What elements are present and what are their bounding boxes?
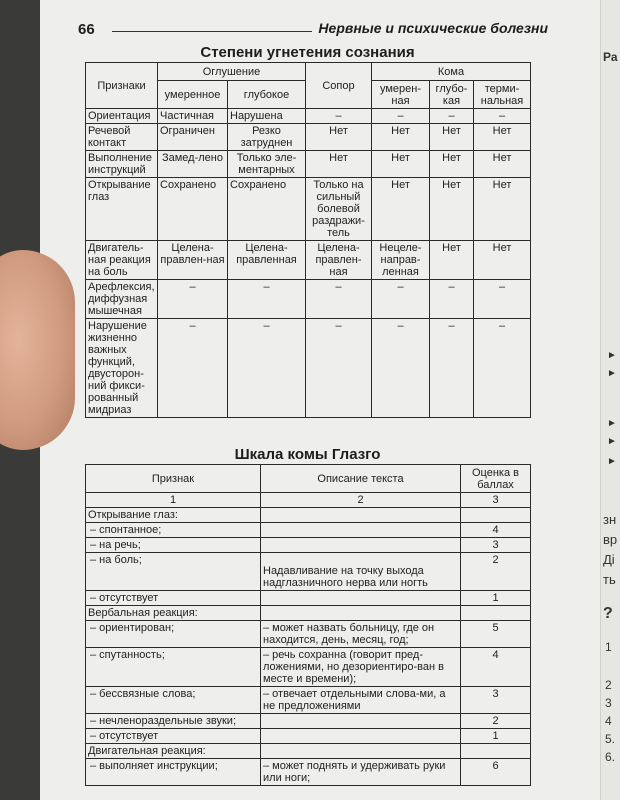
- right-page-fragment: ?: [603, 605, 613, 622]
- table-cell: Нет: [372, 151, 430, 178]
- table-cell: Нет: [474, 124, 531, 151]
- right-page-fragment: 6.: [605, 750, 616, 764]
- bullet-arrow-icon: ►: [607, 368, 617, 379]
- row-sign: Арефлексия, диффузная мышечная: [86, 280, 158, 319]
- table-cell: –: [372, 319, 430, 418]
- table-cell: Нет: [306, 124, 372, 151]
- table-cell: Замед-лено: [158, 151, 228, 178]
- table-row: [86, 124, 531, 151]
- row-sign: Речевой контакт: [86, 124, 158, 151]
- eye-item: – отсутствует: [86, 591, 261, 606]
- score: 3: [461, 687, 531, 714]
- pain-description: Надавливание на точку выхода надглазничного нерва или ногть: [261, 553, 461, 591]
- table-cell: Сохранено: [158, 178, 228, 241]
- col-header-stupor-deep: глубокое: [228, 81, 306, 109]
- table-cell: –: [430, 109, 474, 124]
- right-page-fragment: вр: [603, 532, 618, 547]
- table-row: [86, 508, 531, 523]
- table2-title: Шкала комы Глазго: [234, 446, 381, 463]
- row-sign: Нарушение жизненно важных функций, двусторон-ний фикси-рованный мидриаз: [86, 319, 158, 418]
- table-cell: –: [372, 280, 430, 319]
- table-cell: –: [306, 319, 372, 418]
- page-number: 66: [78, 21, 95, 38]
- empty-cell: [461, 744, 531, 759]
- right-page-fragment: Ді: [603, 552, 615, 567]
- table-row: [86, 151, 531, 178]
- score: 1: [461, 729, 531, 744]
- table-cell: –: [158, 319, 228, 418]
- right-page-fragment: 3: [605, 696, 612, 710]
- verbal-item: – бессвязные слова;: [86, 687, 261, 714]
- row-sign: Выполнение инструкций: [86, 151, 158, 178]
- table-row: [86, 553, 531, 591]
- empty-cell: [261, 591, 461, 606]
- table-cell: Только эле-ментарных: [228, 151, 306, 178]
- table-cell: Сохранено: [228, 178, 306, 241]
- thumb: [0, 250, 75, 450]
- table-cell: –: [430, 319, 474, 418]
- table-cell: Нет: [430, 241, 474, 280]
- table-cell: Частичная: [158, 109, 228, 124]
- table-row: [86, 648, 531, 687]
- table-row: [86, 687, 531, 714]
- table-cell: –: [474, 109, 531, 124]
- col-header-sopor: Сопор: [306, 63, 372, 109]
- empty-cell: [261, 538, 461, 553]
- row-sign: Двигатель-ная реакция на боль: [86, 241, 158, 280]
- table-row: [86, 591, 531, 606]
- right-page-fragment: Ра: [603, 50, 618, 64]
- glasgow-table: [85, 464, 531, 786]
- table-cell: Только на сильный болевой раздражи-тель: [306, 178, 372, 241]
- table-cell: –: [228, 280, 306, 319]
- score: 1: [461, 591, 531, 606]
- verbal-desc: – отвечает отдельными слова-ми, а не предложениями: [261, 687, 461, 714]
- score: 2: [461, 553, 531, 591]
- row-sign: Открывание глаз: [86, 178, 158, 241]
- col-header-sign: Признак: [86, 465, 261, 493]
- table-cell: Нет: [474, 151, 531, 178]
- table-row: [86, 241, 531, 280]
- col-number: 3: [461, 493, 531, 508]
- table-cell: Нет: [430, 124, 474, 151]
- bullet-arrow-icon: ►: [607, 350, 617, 361]
- table-cell: Нет: [306, 151, 372, 178]
- motor-desc: – может поднять и удерживать руки или ноги;: [261, 759, 461, 786]
- empty-cell: [461, 606, 531, 621]
- empty-cell: [261, 744, 461, 759]
- table-row: [86, 538, 531, 553]
- table-row: [86, 109, 531, 124]
- score: 2: [461, 714, 531, 729]
- table-cell: Резко затруднен: [228, 124, 306, 151]
- row-sign: Ориентация: [86, 109, 158, 124]
- verbal-desc: – речь сохранна (говорит пред-ложениями, но дезориентиро-ван в месте и времени);: [261, 648, 461, 687]
- running-head: Нервные и психические болезни: [312, 20, 548, 36]
- score: 4: [461, 648, 531, 687]
- table-cell: –: [306, 109, 372, 124]
- table-cell: Целена-правлен-ная: [158, 241, 228, 280]
- verbal-item: – отсутствует: [86, 729, 261, 744]
- right-page-fragment: 4: [605, 714, 612, 728]
- table-cell: Нет: [372, 124, 430, 151]
- table-cell: Нет: [474, 241, 531, 280]
- table-row: [86, 280, 531, 319]
- page-header: [78, 18, 548, 44]
- col-header-stupor-moderate: умеренное: [158, 81, 228, 109]
- table-cell: –: [474, 319, 531, 418]
- table-row: [86, 621, 531, 648]
- col-header-coma-moderate: умерен-ная: [372, 81, 430, 109]
- table-cell: Нецеле-направ-ленная: [372, 241, 430, 280]
- consciousness-table: [85, 62, 531, 418]
- table-cell: Нет: [372, 178, 430, 241]
- table-row: [86, 178, 531, 241]
- eye-item: – на боль;: [86, 553, 261, 591]
- col-header-coma-deep: глубо-кая: [430, 81, 474, 109]
- verbal-desc: – может назвать больницу, где он находится, день, месяц, год;: [261, 621, 461, 648]
- verbal-desc: [261, 729, 461, 744]
- table-row: [86, 606, 531, 621]
- table-row: [86, 714, 531, 729]
- facing-page: [600, 0, 620, 800]
- col-header-sign: Признаки: [86, 63, 158, 109]
- col-header-coma-terminal: терми-нальная: [474, 81, 531, 109]
- verbal-heading: Вербальная реакция:: [86, 606, 261, 621]
- table-cell: –: [430, 280, 474, 319]
- right-page-fragment: 2: [605, 678, 612, 692]
- col-number: 1: [86, 493, 261, 508]
- bullet-arrow-icon: ►: [607, 456, 617, 467]
- table-cell: –: [474, 280, 531, 319]
- verbal-item: – ориентирован;: [86, 621, 261, 648]
- verbal-item: – нечленораздельные звуки;: [86, 714, 261, 729]
- table-row: [86, 759, 531, 786]
- table-cell: –: [228, 319, 306, 418]
- table-row: [86, 319, 531, 418]
- table-row: [86, 729, 531, 744]
- col-number: 2: [261, 493, 461, 508]
- empty-cell: [261, 523, 461, 538]
- table-cell: Ограничен: [158, 124, 228, 151]
- table1-title: Степени угнетения сознания: [200, 44, 415, 61]
- right-page-fragment: 5.: [605, 732, 616, 746]
- table-cell: Нет: [430, 178, 474, 241]
- motor-heading: Двигательная реакция:: [86, 744, 261, 759]
- verbal-desc: [261, 714, 461, 729]
- score: 5: [461, 621, 531, 648]
- table-row: [86, 744, 531, 759]
- empty-cell: [261, 606, 461, 621]
- table-cell: –: [158, 280, 228, 319]
- col-header-description: Описание текста: [261, 465, 461, 493]
- table-cell: –: [306, 280, 372, 319]
- bullet-arrow-icon: ►: [607, 436, 617, 447]
- col-header-stupor: Оглушение: [158, 63, 306, 81]
- table-cell: Целена-правленная: [228, 241, 306, 280]
- table-cell: Целена-правлен-ная: [306, 241, 372, 280]
- right-page-fragment: 1: [605, 640, 612, 654]
- eye-heading: Открывание глаз:: [86, 508, 261, 523]
- col-header-coma: Кома: [372, 63, 531, 81]
- verbal-item: – спутанность;: [86, 648, 261, 687]
- score: 4: [461, 523, 531, 538]
- bullet-arrow-icon: ►: [607, 418, 617, 429]
- empty-cell: [261, 508, 461, 523]
- score: 6: [461, 759, 531, 786]
- table-cell: Нет: [430, 151, 474, 178]
- table-cell: –: [372, 109, 430, 124]
- col-header-score: Оценка в баллах: [461, 465, 531, 493]
- right-page-fragment: зн: [603, 512, 617, 527]
- table-cell: Нет: [474, 178, 531, 241]
- score: 3: [461, 538, 531, 553]
- table-cell: Нарушена: [228, 109, 306, 124]
- right-page-fragment: ть: [603, 572, 616, 587]
- eye-item: – спонтанное;: [86, 523, 261, 538]
- eye-item: – на речь;: [86, 538, 261, 553]
- table-row: [86, 523, 531, 538]
- motor-item: – выполняет инструкции;: [86, 759, 261, 786]
- empty-cell: [461, 508, 531, 523]
